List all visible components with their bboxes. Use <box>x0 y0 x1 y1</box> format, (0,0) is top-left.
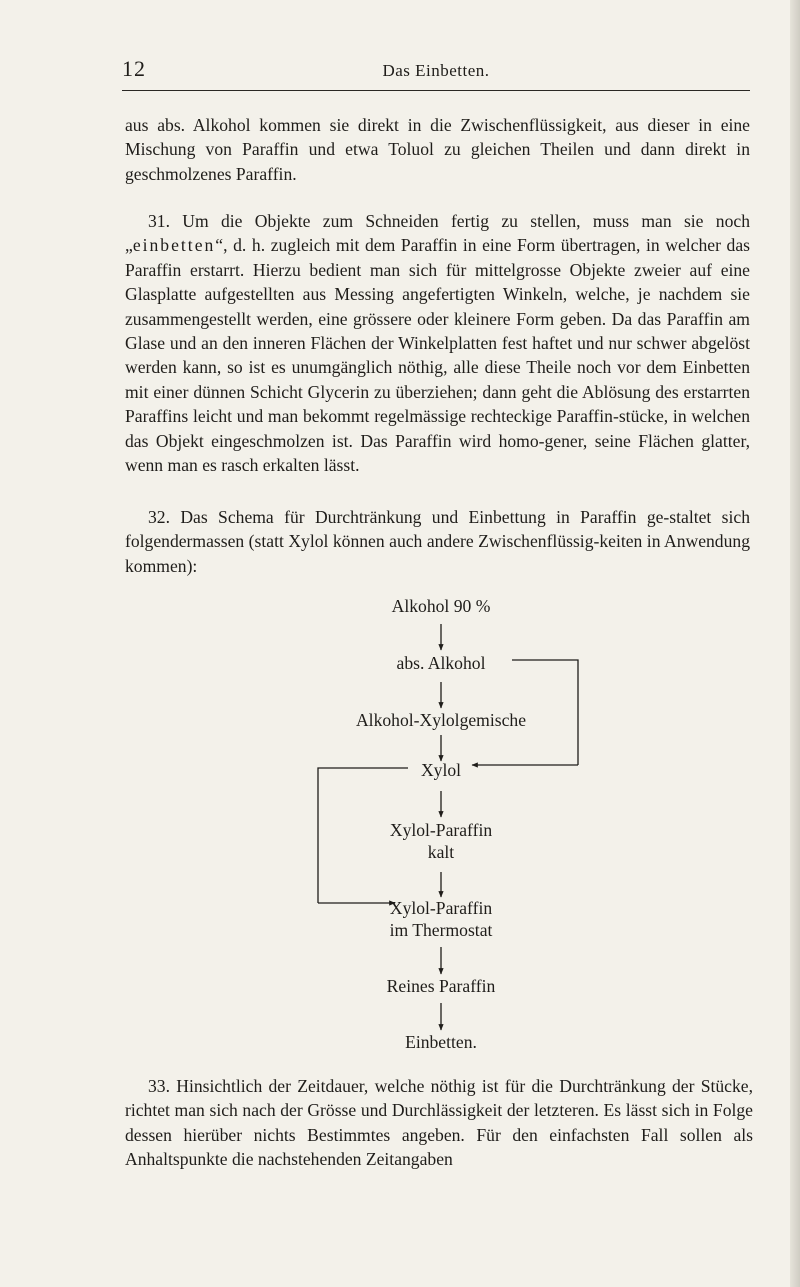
page-edge <box>790 0 800 1287</box>
page-header <box>122 56 750 91</box>
node-reines-paraffin: Reines Paraffin <box>386 976 496 996</box>
emphasized-term: einbetten <box>132 235 216 256</box>
node-abs-alkohol: abs. Alkohol <box>396 653 486 673</box>
node-label-line: kalt <box>427 842 455 862</box>
paragraph-text: Um die Objekte zum Schneiden fertig zu stellen, muss man sie noch „ <box>125 211 750 256</box>
node-label-line: im Thermostat <box>389 920 493 940</box>
paragraph-number: 31. <box>148 211 170 231</box>
running-head: Das Einbetten. <box>382 61 490 80</box>
bypass-left-line <box>318 768 408 903</box>
paragraph-32: 32. Das Schema für Durchtränkung und Einbettung in Paraffin ge-staltet sich folgendermassen (statt Xylol können auch andere Zwischenflüssig-keiten in Anwendung kommen): <box>125 507 750 576</box>
node-xylol-paraffin-thermostat <box>361 897 521 941</box>
page-number: 12 <box>122 56 146 81</box>
paragraph-33: 33. Hinsichtlich der Zeitdauer, welche nöthig ist für die Durchtränkung der Stücke, richtet man sich nach der Grösse und Durchlässigkeit der letzteren. Es lässt sich in Folge dessen hierüber nichts Bestimmtes angeben. Für den einfachsten Fall sollen als Anhaltspunkte die nachstehenden Zeitangaben <box>125 1076 753 1170</box>
paragraph-continuation: aus abs. Alkohol kommen sie direkt in die Zwischenflüssigkeit, aus dieser in eine Mischung von Paraffin und etwa Toluol zu gleichen Theilen und dann direkt in geschmolzenes Paraffin. <box>125 115 750 184</box>
node-alkohol-90: Alkohol 90 % <box>391 596 491 616</box>
node-xylol: Xylol <box>420 760 462 780</box>
paragraph-31 <box>125 209 750 477</box>
bypass-right-line <box>512 660 578 765</box>
node-xylol-paraffin-kalt <box>361 819 521 863</box>
node-label-line: Xylol-Paraffin <box>389 898 493 918</box>
paragraph-text: “, d. h. zugleich mit dem Paraffin in eine Form übertragen, in welcher das Paraffin erstarrt. Hierzu bedient man sich für mittelgrosse Objekte zweier auf eine Glasplatte aufgestellten aus Messing angefertigten Winkeln, welche, je nachdem sie zusammengestellt werden, eine grössere oder kleinere Form geben. Da das Paraffin am Glase und an den inneren Flächen der Winkelplatten fest haftet und nur schwer abgelöst werden kann, so ist es unumgänglich nöthig, alle diese Theile noch vor dem Einbetten mit einer dünnen Schicht Glycerin zu überziehen; dann geht die Ablösung des erstarrten Paraffins leicht und man bekommt regelmässige rechteckige Paraffin-stücke, in welchen das Objekt eingeschmolzen ist. Das Paraffin wird homo-gener, seine Flächen glatter, wenn man es rasch erkalten lässt. <box>125 235 750 476</box>
node-alkohol-xylolgemische: Alkohol-Xylolgemische <box>355 710 527 730</box>
node-label-line: Xylol-Paraffin <box>389 820 493 840</box>
node-einbetten: Einbetten. <box>405 1032 477 1052</box>
